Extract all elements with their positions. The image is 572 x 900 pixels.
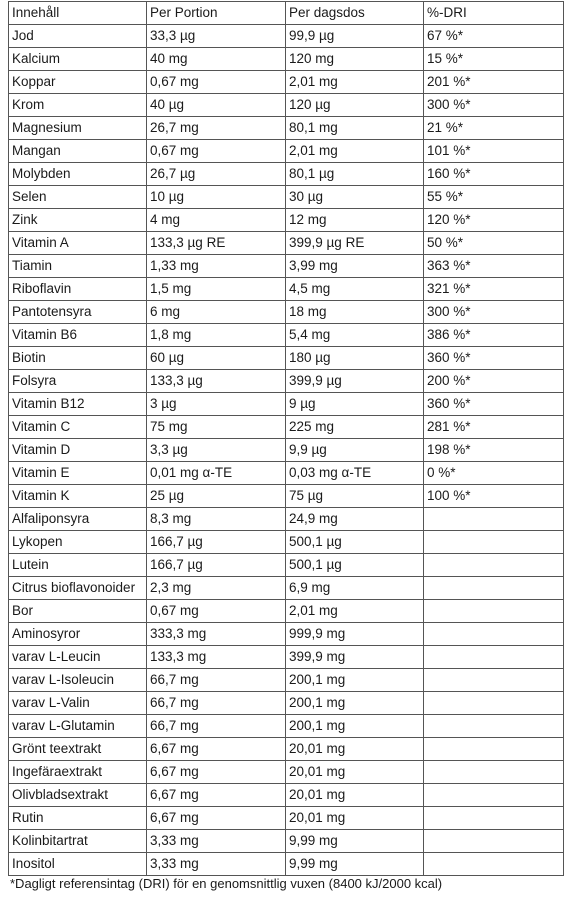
table-row	[9, 692, 564, 715]
nutrient-name: Folsyra	[9, 370, 147, 393]
nutrient-name: Grönt teextrakt	[9, 738, 147, 761]
dri-value	[424, 600, 564, 623]
per-dagsdos-value: 30 µg	[286, 186, 424, 209]
nutrient-name: Inositol	[9, 853, 147, 876]
dri-value	[424, 623, 564, 646]
nutrient-name: varav L-Valin	[9, 692, 147, 715]
dri-value: 55 %*	[424, 186, 564, 209]
table-row	[9, 301, 564, 324]
per-portion-value: 2,3 mg	[147, 577, 286, 600]
table-row	[9, 209, 564, 232]
table-row	[9, 25, 564, 48]
table-row	[9, 554, 564, 577]
table-row	[9, 186, 564, 209]
per-portion-value: 8,3 mg	[147, 508, 286, 531]
nutrient-name: Mangan	[9, 140, 147, 163]
table-row	[9, 830, 564, 853]
table-row	[9, 370, 564, 393]
nutrient-name: Ingefäraextrakt	[9, 761, 147, 784]
per-dagsdos-value: 4,5 mg	[286, 278, 424, 301]
table-row	[9, 94, 564, 117]
nutrient-name: Vitamin A	[9, 232, 147, 255]
per-dagsdos-value: 9,99 mg	[286, 853, 424, 876]
table-row	[9, 117, 564, 140]
per-dagsdos-value: 500,1 µg	[286, 531, 424, 554]
per-portion-value: 4 mg	[147, 209, 286, 232]
per-dagsdos-value: 80,1 µg	[286, 163, 424, 186]
dri-value: 198 %*	[424, 439, 564, 462]
nutrient-name: Aminosyror	[9, 623, 147, 646]
nutrient-name: Selen	[9, 186, 147, 209]
table-row	[9, 853, 564, 876]
dri-value: 15 %*	[424, 48, 564, 71]
per-dagsdos-value: 80,1 mg	[286, 117, 424, 140]
per-portion-value: 0,01 mg α-TE	[147, 462, 286, 485]
dri-value	[424, 577, 564, 600]
dri-value	[424, 669, 564, 692]
per-dagsdos-value: 120 mg	[286, 48, 424, 71]
per-dagsdos-value: 24,9 mg	[286, 508, 424, 531]
per-portion-value: 10 µg	[147, 186, 286, 209]
nutrient-name: Vitamin B6	[9, 324, 147, 347]
per-dagsdos-value: 75 µg	[286, 485, 424, 508]
nutrient-name: Bor	[9, 600, 147, 623]
per-portion-value: 3 µg	[147, 393, 286, 416]
per-portion-value: 166,7 µg	[147, 531, 286, 554]
table-row	[9, 71, 564, 94]
dri-value	[424, 531, 564, 554]
per-portion-value: 66,7 mg	[147, 669, 286, 692]
table-row	[9, 738, 564, 761]
table-row	[9, 485, 564, 508]
per-dagsdos-value: 200,1 mg	[286, 692, 424, 715]
per-portion-value: 66,7 mg	[147, 692, 286, 715]
footnote: *Dagligt referensintag (DRI) för en genomsnittlig vuxen (8400 kJ/2000 kcal)	[10, 876, 443, 891]
per-portion-value: 333,3 mg	[147, 623, 286, 646]
per-dagsdos-value: 399,9 mg	[286, 646, 424, 669]
nutrient-name: Koppar	[9, 71, 147, 94]
table-row	[9, 140, 564, 163]
per-dagsdos-value: 2,01 mg	[286, 600, 424, 623]
table-row	[9, 600, 564, 623]
per-portion-value: 26,7 µg	[147, 163, 286, 186]
dri-value: 200 %*	[424, 370, 564, 393]
per-portion-value: 133,3 mg	[147, 646, 286, 669]
dri-value: 0 %*	[424, 462, 564, 485]
per-portion-value: 3,33 mg	[147, 830, 286, 853]
per-portion-value: 26,7 mg	[147, 117, 286, 140]
per-portion-value: 66,7 mg	[147, 715, 286, 738]
per-dagsdos-value: 3,99 mg	[286, 255, 424, 278]
dri-value	[424, 692, 564, 715]
nutrient-name: varav L-Leucin	[9, 646, 147, 669]
per-portion-value: 60 µg	[147, 347, 286, 370]
table-row	[9, 462, 564, 485]
per-dagsdos-value: 18 mg	[286, 301, 424, 324]
per-portion-value: 3,33 mg	[147, 853, 286, 876]
per-dagsdos-value: 399,9 µg RE	[286, 232, 424, 255]
nutrient-name: Kolinbitartrat	[9, 830, 147, 853]
dri-value	[424, 853, 564, 876]
per-portion-value: 25 µg	[147, 485, 286, 508]
per-portion-value: 6 mg	[147, 301, 286, 324]
nutrient-name: Riboflavin	[9, 278, 147, 301]
dri-value: 360 %*	[424, 347, 564, 370]
dri-value	[424, 715, 564, 738]
dri-value	[424, 646, 564, 669]
per-dagsdos-value: 99,9 µg	[286, 25, 424, 48]
per-portion-value: 3,3 µg	[147, 439, 286, 462]
nutrient-name: Vitamin K	[9, 485, 147, 508]
per-dagsdos-value: 0,03 mg α-TE	[286, 462, 424, 485]
per-dagsdos-value: 6,9 mg	[286, 577, 424, 600]
nutrient-name: Pantotensyra	[9, 301, 147, 324]
nutrient-name: Magnesium	[9, 117, 147, 140]
table-row	[9, 784, 564, 807]
per-dagsdos-value: 500,1 µg	[286, 554, 424, 577]
table-row	[9, 347, 564, 370]
dri-value	[424, 738, 564, 761]
dri-value: 201 %*	[424, 71, 564, 94]
nutrient-name: Vitamin B12	[9, 393, 147, 416]
table-row	[9, 416, 564, 439]
per-dagsdos-value: 200,1 mg	[286, 715, 424, 738]
nutrition-table	[8, 1, 564, 876]
table-row	[9, 577, 564, 600]
per-portion-value: 0,67 mg	[147, 600, 286, 623]
per-dagsdos-value: 225 mg	[286, 416, 424, 439]
table-row	[9, 278, 564, 301]
table-row	[9, 255, 564, 278]
per-dagsdos-value: 2,01 mg	[286, 71, 424, 94]
dri-value: 160 %*	[424, 163, 564, 186]
dri-value: 321 %*	[424, 278, 564, 301]
nutrient-name: Lutein	[9, 554, 147, 577]
table-row	[9, 508, 564, 531]
per-portion-value: 133,3 µg RE	[147, 232, 286, 255]
per-portion-value: 6,67 mg	[147, 761, 286, 784]
nutrient-name: Vitamin C	[9, 416, 147, 439]
per-dagsdos-value: 5,4 mg	[286, 324, 424, 347]
nutrient-name: Vitamin E	[9, 462, 147, 485]
nutrient-name: Vitamin D	[9, 439, 147, 462]
nutrient-name: Tiamin	[9, 255, 147, 278]
per-portion-value: 33,3 µg	[147, 25, 286, 48]
dri-value	[424, 784, 564, 807]
dri-value	[424, 830, 564, 853]
per-portion-value: 6,67 mg	[147, 784, 286, 807]
dri-value: 363 %*	[424, 255, 564, 278]
per-portion-value: 0,67 mg	[147, 71, 286, 94]
header-innehall: Innehåll	[9, 2, 147, 25]
dri-value	[424, 761, 564, 784]
nutrient-name: Lykopen	[9, 531, 147, 554]
per-dagsdos-value: 180 µg	[286, 347, 424, 370]
nutrient-name: Jod	[9, 25, 147, 48]
dri-value: 21 %*	[424, 117, 564, 140]
per-dagsdos-value: 399,9 µg	[286, 370, 424, 393]
nutrient-name: Rutin	[9, 807, 147, 830]
per-portion-value: 6,67 mg	[147, 738, 286, 761]
per-dagsdos-value: 2,01 mg	[286, 140, 424, 163]
dri-value: 120 %*	[424, 209, 564, 232]
per-portion-value: 133,3 µg	[147, 370, 286, 393]
table-row	[9, 807, 564, 830]
nutrient-name: Zink	[9, 209, 147, 232]
nutrient-name: varav L-Glutamin	[9, 715, 147, 738]
nutrient-name: varav L-Isoleucin	[9, 669, 147, 692]
dri-value: 360 %*	[424, 393, 564, 416]
per-dagsdos-value: 999,9 mg	[286, 623, 424, 646]
per-portion-value: 1,8 mg	[147, 324, 286, 347]
nutrient-name: Kalcium	[9, 48, 147, 71]
per-portion-value: 1,5 mg	[147, 278, 286, 301]
nutrient-name: Biotin	[9, 347, 147, 370]
nutrient-name: Molybden	[9, 163, 147, 186]
per-dagsdos-value: 20,01 mg	[286, 784, 424, 807]
per-dagsdos-value: 20,01 mg	[286, 761, 424, 784]
header-row	[9, 2, 564, 25]
per-dagsdos-value: 200,1 mg	[286, 669, 424, 692]
per-portion-value: 1,33 mg	[147, 255, 286, 278]
per-portion-value: 75 mg	[147, 416, 286, 439]
table-row	[9, 393, 564, 416]
dri-value	[424, 554, 564, 577]
dri-value: 281 %*	[424, 416, 564, 439]
table-row	[9, 48, 564, 71]
dri-value: 67 %*	[424, 25, 564, 48]
header-dri: %-DRI	[424, 2, 564, 25]
dri-value: 50 %*	[424, 232, 564, 255]
table-row	[9, 324, 564, 347]
per-dagsdos-value: 20,01 mg	[286, 807, 424, 830]
per-dagsdos-value: 9,99 mg	[286, 830, 424, 853]
per-dagsdos-value: 9 µg	[286, 393, 424, 416]
dri-value: 300 %*	[424, 94, 564, 117]
table-row	[9, 531, 564, 554]
per-dagsdos-value: 9,9 µg	[286, 439, 424, 462]
nutrient-name: Alfaliponsyra	[9, 508, 147, 531]
per-dagsdos-value: 120 µg	[286, 94, 424, 117]
table-row	[9, 761, 564, 784]
table-row	[9, 232, 564, 255]
table-body	[9, 25, 564, 876]
nutrient-name: Citrus bioflavonoider	[9, 577, 147, 600]
table-row	[9, 163, 564, 186]
per-portion-value: 6,67 mg	[147, 807, 286, 830]
table-header	[9, 2, 564, 25]
per-dagsdos-value: 20,01 mg	[286, 738, 424, 761]
dri-value: 101 %*	[424, 140, 564, 163]
dri-value: 100 %*	[424, 485, 564, 508]
header-per-dagsdos: Per dagsdos	[286, 2, 424, 25]
per-portion-value: 0,67 mg	[147, 140, 286, 163]
table-row	[9, 669, 564, 692]
per-portion-value: 166,7 µg	[147, 554, 286, 577]
per-portion-value: 40 mg	[147, 48, 286, 71]
table-row	[9, 623, 564, 646]
per-portion-value: 40 µg	[147, 94, 286, 117]
table-row	[9, 439, 564, 462]
dri-value	[424, 508, 564, 531]
dri-value	[424, 807, 564, 830]
nutrient-name: Olivbladsextrakt	[9, 784, 147, 807]
per-dagsdos-value: 12 mg	[286, 209, 424, 232]
table-row	[9, 646, 564, 669]
dri-value: 300 %*	[424, 301, 564, 324]
header-per-portion: Per Portion	[147, 2, 286, 25]
nutrient-name: Krom	[9, 94, 147, 117]
dri-value: 386 %*	[424, 324, 564, 347]
table-row	[9, 715, 564, 738]
